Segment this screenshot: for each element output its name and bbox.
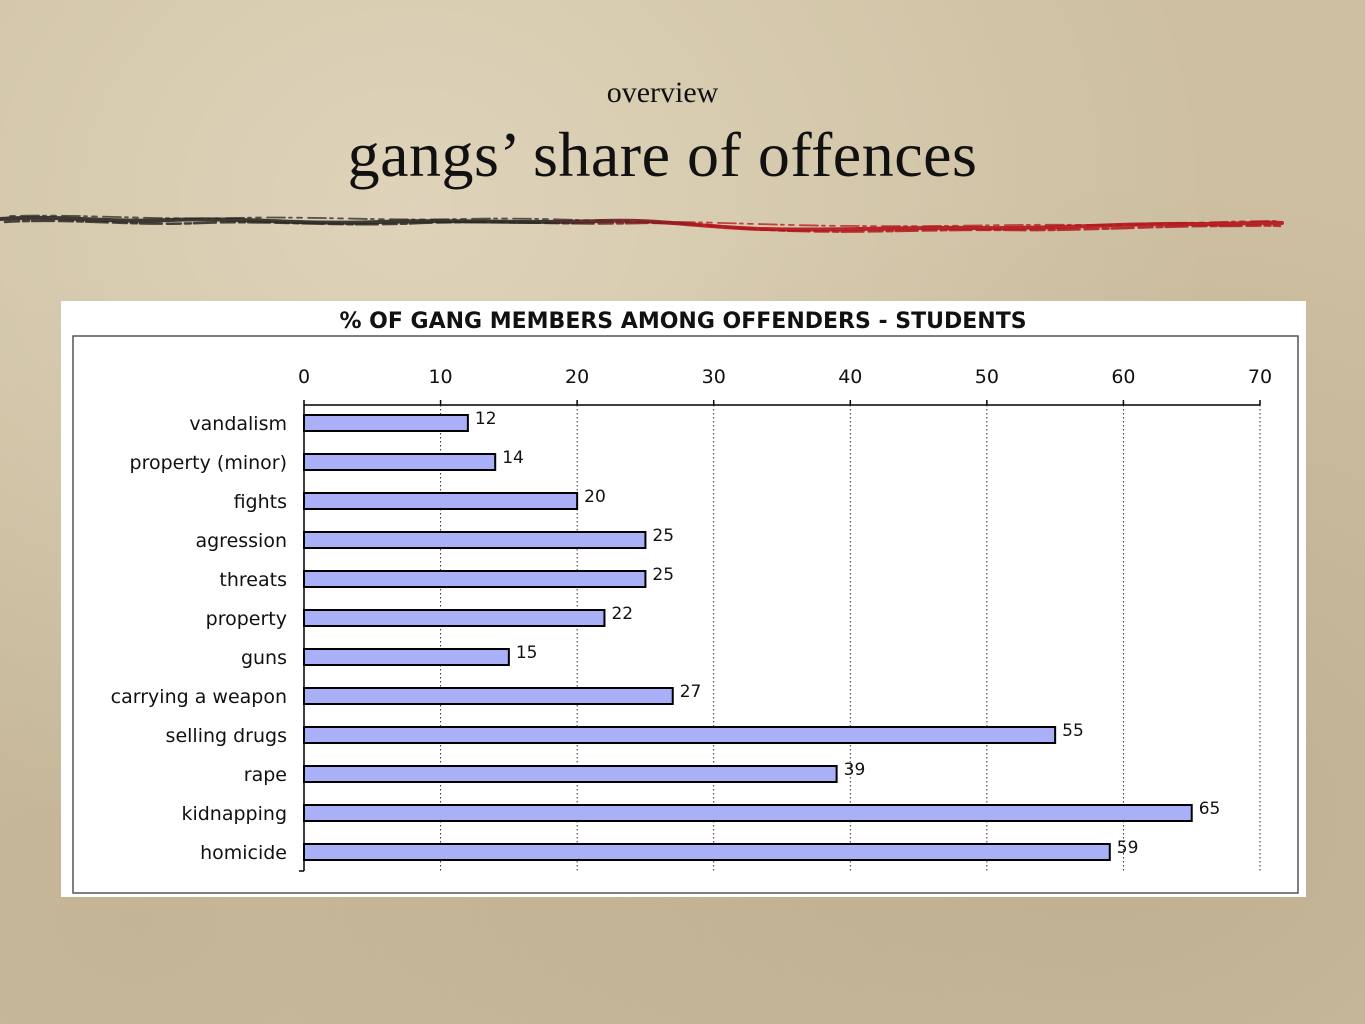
category-label: property (205, 608, 287, 630)
x-tick-label: 20 (565, 366, 590, 388)
value-label: 59 (1116, 838, 1139, 858)
category-label: threats (219, 569, 287, 591)
x-tick-label: 0 (297, 366, 311, 388)
bar (304, 415, 468, 431)
value-label: 15 (515, 643, 538, 663)
x-tick-label: 70 (1247, 366, 1273, 388)
bar (304, 649, 509, 665)
x-tick-label: 40 (838, 366, 863, 388)
x-tick-label: 60 (1111, 366, 1136, 388)
value-label: 22 (611, 604, 634, 624)
value-label: 25 (652, 565, 675, 585)
value-label: 65 (1198, 799, 1221, 819)
value-label: 27 (679, 682, 702, 702)
brush-stroke-divider (0, 205, 1290, 245)
bar (304, 727, 1055, 743)
category-label: guns (240, 647, 287, 669)
bar (304, 766, 837, 782)
value-label: 20 (584, 487, 606, 507)
category-label: property (minor) (129, 452, 287, 474)
x-tick-label: 30 (701, 366, 726, 388)
category-label: vandalism (189, 413, 287, 435)
slide-subtitle: overview (606, 76, 719, 109)
bar (304, 532, 645, 548)
bar (304, 454, 495, 470)
category-label: agression (195, 530, 287, 552)
category-label: kidnapping (181, 803, 287, 825)
x-tick-label: 50 (974, 366, 999, 388)
value-label: 12 (474, 409, 497, 429)
value-label: 14 (502, 448, 524, 468)
value-label: 39 (843, 760, 866, 780)
bar (304, 571, 645, 587)
category-label: selling drugs (165, 725, 287, 747)
bar (304, 805, 1192, 821)
value-label: 55 (1062, 721, 1084, 741)
bar (304, 844, 1110, 860)
category-label: fights (233, 491, 287, 513)
bar (304, 610, 604, 626)
category-label: carrying a weapon (110, 686, 287, 708)
x-tick-label: 10 (428, 366, 453, 388)
category-label: rape (243, 764, 287, 786)
bar-chart (61, 301, 1306, 897)
category-label: homicide (200, 842, 287, 864)
value-label: 25 (652, 526, 675, 546)
chart-card (61, 301, 1306, 897)
bar (304, 493, 577, 509)
bar (304, 688, 673, 704)
chart-title: % OF GANG MEMBERS AMONG OFFENDERS - STUDENTS (339, 309, 1027, 334)
slide-title: gangs’ share of offences (347, 119, 978, 190)
